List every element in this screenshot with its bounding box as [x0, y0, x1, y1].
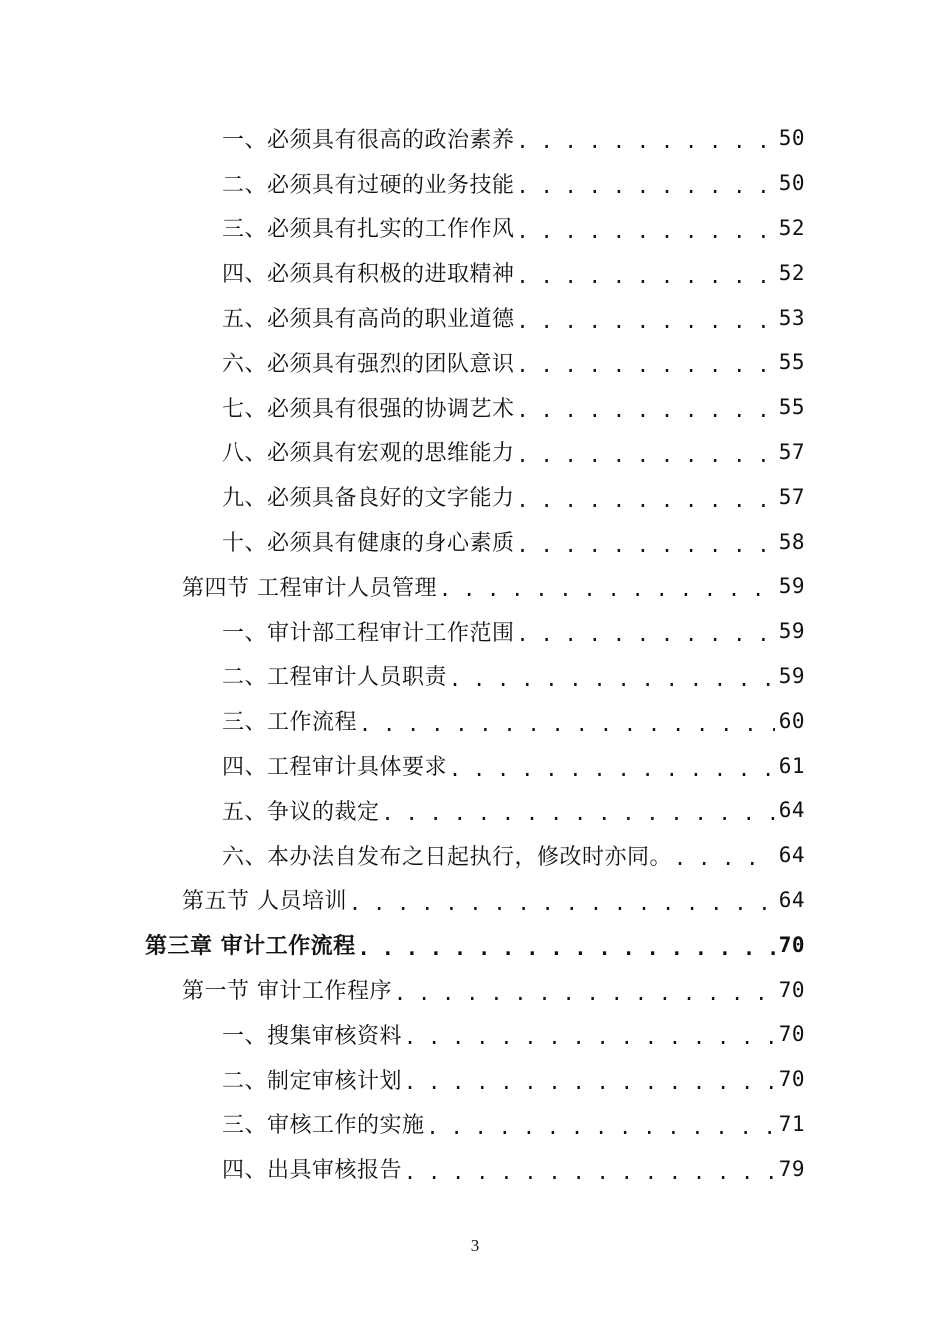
- toc-entry-page: 50: [778, 126, 805, 151]
- toc-entry-title: 二、制定审核计划: [222, 1068, 403, 1094]
- toc-entry[interactable]: [0, 743, 950, 788]
- dot-leader: [517, 131, 775, 151]
- dot-leader: [359, 714, 775, 734]
- toc-entry[interactable]: [0, 788, 950, 833]
- dot-leader: [404, 1162, 775, 1182]
- toc-entry-title: 四、必须具有积极的进取精神: [222, 262, 515, 288]
- dot-leader: [382, 803, 775, 823]
- toc-entry[interactable]: [0, 116, 950, 161]
- toc-entry-title: 三、审核工作的实施: [222, 1113, 425, 1139]
- toc-entry-page: 57: [778, 439, 805, 464]
- toc-entry-title: 二、必须具有过硬的业务技能: [222, 172, 515, 198]
- dot-leader: [427, 1117, 775, 1137]
- toc-entry-title: 八、必须具有宏观的思维能力: [222, 441, 515, 467]
- toc-entry-title: 六、必须具有强烈的团队意识: [222, 351, 515, 377]
- dot-leader: [404, 1027, 775, 1047]
- toc-entry-page: 59: [778, 619, 805, 644]
- toc-entry-title: 十、必须具有健康的身心素质: [222, 531, 515, 557]
- toc-entry-page: 79: [778, 1156, 805, 1181]
- toc-section-entry[interactable]: [0, 967, 950, 1012]
- toc-entry-title: 五、必须具有高尚的职业道德: [222, 307, 515, 333]
- toc-entry-page: 71: [778, 1111, 805, 1136]
- toc-entry[interactable]: [0, 609, 950, 654]
- page-number: 3: [470, 1236, 480, 1255]
- toc-entry-page: 61: [778, 753, 805, 778]
- table-of-contents: [0, 116, 950, 1191]
- toc-entry-title: 四、出具审核报告: [222, 1158, 403, 1184]
- toc-entry-title: 二、工程审计人员职责: [222, 665, 448, 691]
- toc-entry[interactable]: [0, 161, 950, 206]
- toc-entry[interactable]: [0, 206, 950, 251]
- toc-entry[interactable]: [0, 295, 950, 340]
- toc-entry-page: 55: [778, 350, 805, 375]
- toc-chapter-entry[interactable]: [0, 922, 950, 967]
- dot-leader: [674, 848, 775, 868]
- dot-leader: [394, 983, 775, 1003]
- toc-entry[interactable]: [0, 1057, 950, 1102]
- toc-entry-page: 52: [778, 260, 805, 285]
- toc-entry[interactable]: [0, 698, 950, 743]
- toc-entry[interactable]: [0, 474, 950, 519]
- dot-leader: [517, 535, 775, 555]
- toc-entry[interactable]: [0, 1012, 950, 1057]
- toc-entry[interactable]: [0, 1102, 950, 1147]
- toc-entry-title: 一、必须具有很高的政治素养: [222, 127, 515, 153]
- dot-leader: [439, 579, 775, 599]
- toc-entry-title: 一、搜集审核资料: [222, 1023, 403, 1049]
- toc-entry-title: 三、工作流程: [222, 710, 358, 736]
- toc-entry[interactable]: [0, 833, 950, 878]
- dot-leader: [349, 893, 775, 913]
- dot-leader: [449, 669, 775, 689]
- dot-leader: [517, 624, 775, 644]
- dot-leader: [358, 938, 775, 958]
- toc-entry-page: 70: [778, 977, 805, 1002]
- toc-entry-title: 第三章 审计工作流程: [145, 934, 356, 960]
- dot-leader: [449, 759, 775, 779]
- toc-entry-page: 64: [778, 798, 805, 823]
- toc-entry-title: 七、必须具有很强的协调艺术: [222, 396, 515, 422]
- toc-entry-page: 70: [778, 932, 805, 957]
- dot-leader: [517, 311, 775, 331]
- dot-leader: [517, 266, 775, 286]
- toc-entry-title: 九、必须具备良好的文字能力: [222, 486, 515, 512]
- toc-entry-page: 64: [778, 843, 805, 868]
- toc-section-entry[interactable]: [0, 878, 950, 923]
- dot-leader: [517, 355, 775, 375]
- toc-entry-page: 58: [778, 529, 805, 554]
- dot-leader: [517, 176, 775, 196]
- toc-entry[interactable]: [0, 654, 950, 699]
- toc-entry-page: 70: [778, 1022, 805, 1047]
- toc-entry[interactable]: [0, 519, 950, 564]
- dot-leader: [404, 1072, 775, 1092]
- toc-entry-title: 第四节 工程审计人员管理: [182, 575, 437, 601]
- dot-leader: [517, 490, 775, 510]
- toc-entry-page: 70: [778, 1067, 805, 1092]
- toc-entry-page: 53: [778, 305, 805, 330]
- toc-entry-title: 第五节 人员培训: [182, 889, 347, 915]
- toc-entry-page: 57: [778, 484, 805, 509]
- toc-entry[interactable]: [0, 1146, 950, 1191]
- toc-entry-page: 59: [778, 574, 805, 599]
- toc-entry-title: 一、审计部工程审计工作范围: [222, 620, 515, 646]
- toc-entry-title: 六、本办法自发布之日起执行，修改时亦同。: [222, 844, 673, 870]
- toc-entry-page: 59: [778, 663, 805, 688]
- toc-entry[interactable]: [0, 385, 950, 430]
- toc-entry-title: 五、争议的裁定: [222, 799, 380, 825]
- toc-entry-title: 四、工程审计具体要求: [222, 755, 448, 781]
- toc-entry-page: 55: [778, 395, 805, 420]
- dot-leader: [517, 221, 775, 241]
- toc-entry-page: 52: [778, 215, 805, 240]
- toc-section-entry[interactable]: [0, 564, 950, 609]
- toc-entry[interactable]: [0, 250, 950, 295]
- toc-entry-title: 第一节 审计工作程序: [182, 979, 392, 1005]
- dot-leader: [517, 400, 775, 420]
- toc-entry[interactable]: [0, 430, 950, 475]
- toc-entry-page: 60: [778, 708, 805, 733]
- dot-leader: [517, 445, 775, 465]
- toc-entry[interactable]: [0, 340, 950, 385]
- toc-entry-page: 50: [778, 171, 805, 196]
- toc-entry-title: 三、必须具有扎实的工作作风: [222, 217, 515, 243]
- toc-entry-page: 64: [778, 887, 805, 912]
